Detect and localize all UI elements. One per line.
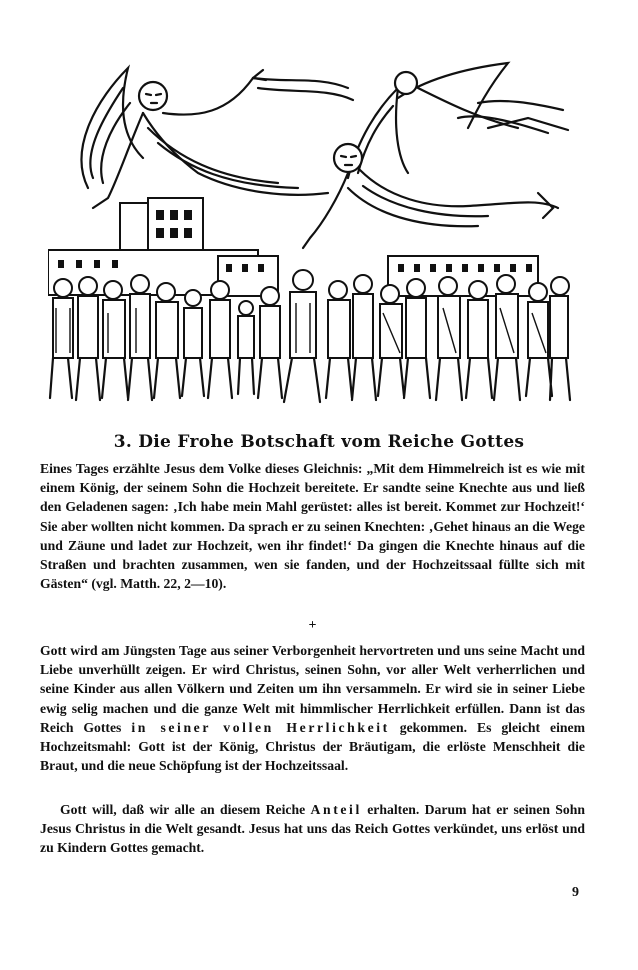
- kingdom-paragraph-emphasis: in seiner vollen Herrlichkeit: [131, 719, 390, 735]
- kingdom-paragraph: [40, 641, 585, 775]
- kingdom-paragraph-text-1: Gott wird am Jüngsten Tage aus seiner Verborgenheit hervortreten und uns seine Macht und Liebe unverhüllt zeigen. Er wird Christus, seinen Sohn, vor aller Welt verherrlichen und seine Kinder aus allen Völkern und Zeiten um ihn versammeln. Er wird sie in seiner Liebe ewig selig machen und die ganze Welt mit himmlischer Herrlichkeit erfüllen. Dann ist das Reich Gottes: [40, 643, 585, 735]
- parable-paragraph: Eines Tages erzählte Jesus dem Volke dieses Gleichnis: „Mit dem Himmelreich ist es wie mit einem König, der seinem Sohn die Hochzeit bereitete. Er sandte seine Knechte aus und ließ den Geladenen sagen: ‚Ich habe mein Mahl gerüstet: alles ist bereit. Kommet zur Hochzeit!‘ Sie aber wollten nicht kommen. Da sprach er zu seinen Knechten: ‚Gehet hinaus an die Wege und Zäune und ladet zur Hochzeit, wen ihr findet!‘ Da gingen die Knechte hinaus auf die Straßen und brachten zusammen, wen sie fanden, und der Hochzeitssaal füllte sich mit Gästen“ (vgl. Matth. 22, 2—10).: [40, 461, 585, 592]
- woodcut-angels-and-crowd-icon: [48, 58, 576, 410]
- chapter-heading: 3. Die Frohe Botschaft vom Reiche Gottes: [113, 432, 525, 452]
- kingdom-paragraph-text-2: gekommen. Es gleicht einem Hochzeitsmahl: Gott ist der König, Christus der Bräutigam, die erlöste Menschheit die Braut, und die neue Schöpfung ist der Hochzeitssaal.: [40, 719, 585, 774]
- share-paragraph: [40, 800, 585, 858]
- share-paragraph-text-2: erhalten. Darum hat er seinen Sohn Jesus Christus in die Welt gesandt. Jesus hat uns das Reich Gottes verkündet, uns erlöst und zu Kindern Gottes gemacht.: [40, 802, 585, 856]
- share-paragraph-text-1: Gott will, daß wir alle an diesem Reiche: [60, 802, 311, 817]
- page-number: 9: [572, 885, 579, 900]
- paragraph-separator: +: [308, 618, 317, 633]
- share-paragraph-emphasis: Anteil: [310, 802, 362, 817]
- woodcut-illustration: [48, 58, 576, 410]
